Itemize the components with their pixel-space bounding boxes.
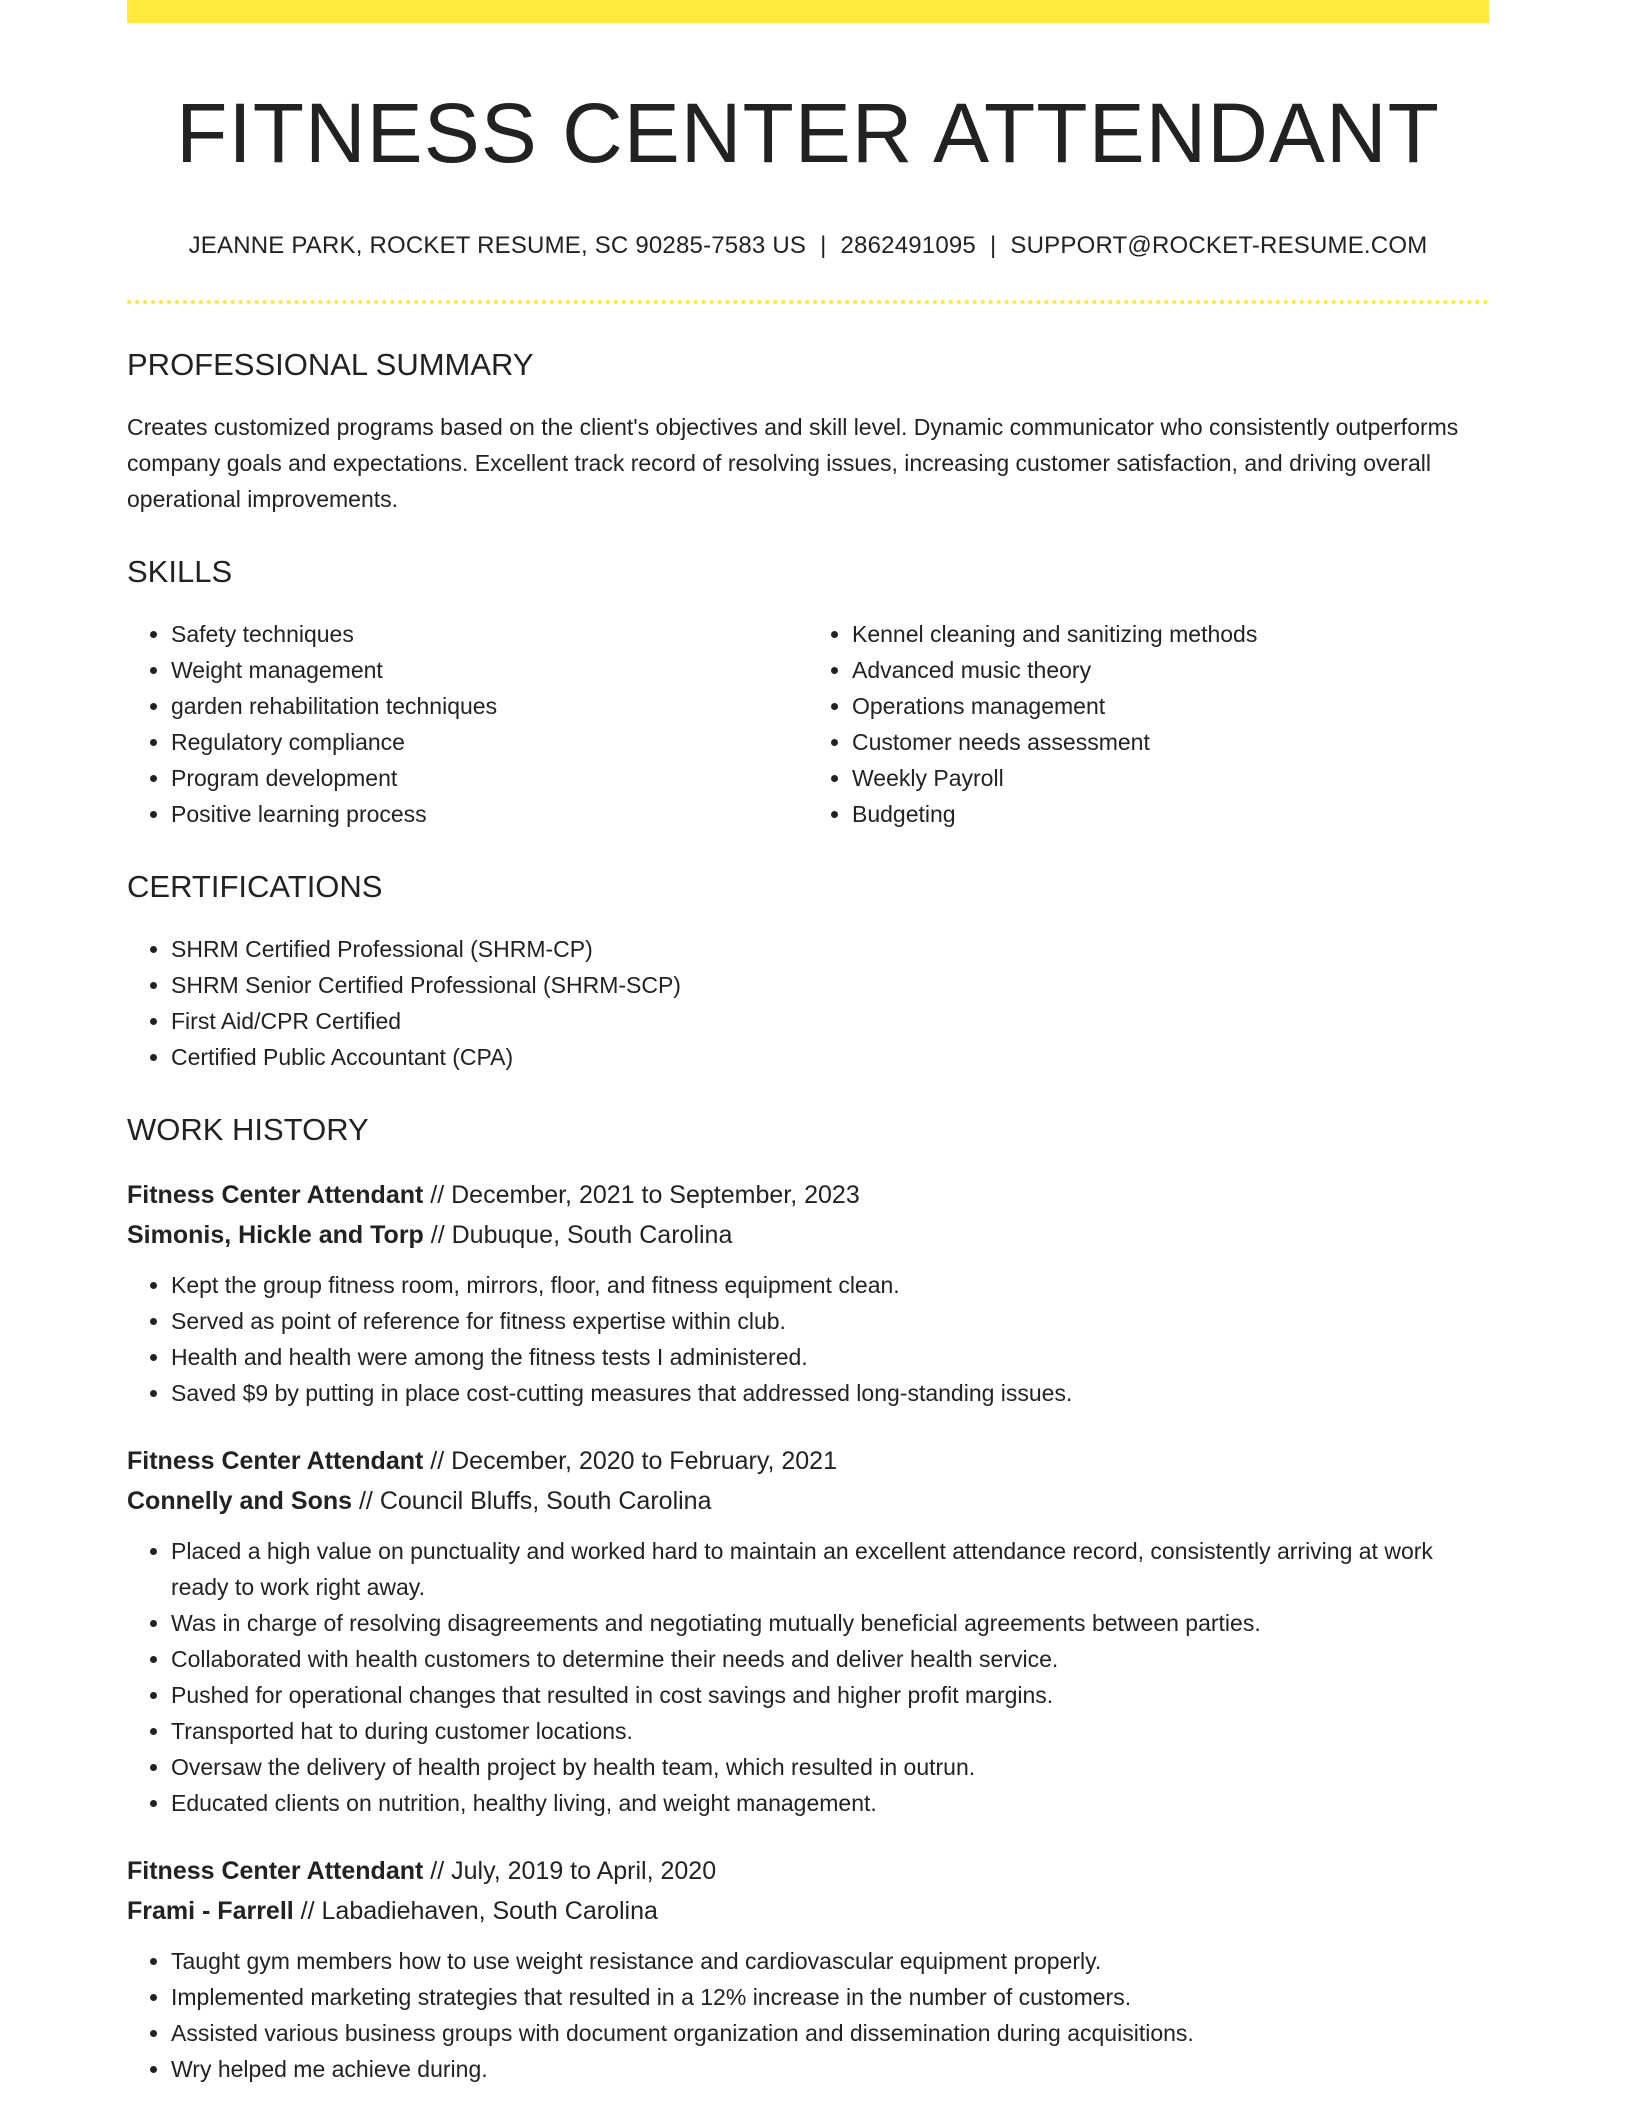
job-entry bbox=[127, 1175, 1489, 1411]
job-dates: // December, 2021 to September, 2023 bbox=[423, 1180, 860, 1209]
skill-item: • Program development bbox=[171, 760, 808, 796]
skill-item: • garden rehabilitation techniques bbox=[171, 688, 808, 724]
accent-top-bar bbox=[127, 0, 1489, 23]
job-company-line bbox=[127, 1215, 1489, 1255]
job-company: Simonis, Hickle and Torp bbox=[127, 1220, 424, 1249]
job-company-line bbox=[127, 1481, 1489, 1521]
summary-heading: PROFESSIONAL SUMMARY bbox=[127, 346, 534, 382]
job-dates: // July, 2019 to April, 2020 bbox=[423, 1856, 717, 1885]
job-bullet: • Oversaw the delivery of health project by health team, which resulted in outrun. bbox=[171, 1749, 1489, 1785]
contact-separator: | bbox=[989, 231, 997, 259]
job-location: // Council Bluffs, South Carolina bbox=[352, 1486, 712, 1515]
certification-item: • SHRM Senior Certified Professional (SHRM-SCP) bbox=[171, 967, 1489, 1003]
skill-item: • Operations management bbox=[852, 688, 1489, 724]
job-title: Fitness Center Attendant bbox=[127, 1180, 424, 1209]
skill-item: • Customer needs assessment bbox=[852, 724, 1489, 760]
contact-email: SUPPORT@ROCKET-RESUME.COM bbox=[1010, 231, 1428, 259]
skills-columns bbox=[127, 616, 1489, 832]
job-bullet: • Wry helped me achieve during. bbox=[171, 2051, 1489, 2087]
job-bullet: • Was in charge of resolving disagreements and negotiating mutually beneficial agreements between parties. bbox=[171, 1605, 1489, 1641]
summary-text: Creates customized programs based on the client's objectives and skill level. Dynamic communicator who consistently outperforms company goals and expectations. Excellent track record of resolving issues, increasing customer satisfaction, and driving overall operational improvements. bbox=[127, 413, 1459, 512]
job-bullet: • Health and health were among the fitness tests I administered. bbox=[171, 1339, 1489, 1375]
certifications-list bbox=[127, 931, 1489, 1075]
job-title-line bbox=[127, 1175, 1489, 1215]
job-company-line bbox=[127, 1891, 1489, 1931]
resume-title: FITNESS CENTER ATTENDANT bbox=[176, 86, 1440, 180]
job-bullet: • Collaborated with health customers to determine their needs and deliver health service. bbox=[171, 1641, 1489, 1677]
job-company: Frami - Farrell bbox=[127, 1896, 294, 1925]
contact-separator: | bbox=[820, 231, 827, 259]
job-bullet: • Transported hat to during customer locations. bbox=[171, 1713, 1489, 1749]
job-bullets bbox=[127, 1943, 1489, 2087]
work-history-heading: WORK HISTORY bbox=[127, 1112, 369, 1148]
job-title: Fitness Center Attendant bbox=[127, 1446, 424, 1475]
contact-line bbox=[127, 232, 1489, 260]
job-company: Connelly and Sons bbox=[127, 1486, 353, 1515]
skills-list-right bbox=[808, 616, 1489, 832]
job-bullet: • Served as point of reference for fitness expertise within club. bbox=[171, 1303, 1489, 1339]
skill-item: • Regulatory compliance bbox=[171, 724, 808, 760]
skill-item: • Safety techniques bbox=[171, 616, 808, 652]
skill-item: • Weekly Payroll bbox=[852, 760, 1489, 796]
certification-item: • SHRM Certified Professional (SHRM-CP) bbox=[171, 931, 1489, 967]
job-title: Fitness Center Attendant bbox=[127, 1856, 424, 1885]
job-entry bbox=[127, 1441, 1489, 1821]
resume-page bbox=[127, 0, 1489, 2087]
job-bullet: • Kept the group fitness room, mirrors, floor, and fitness equipment clean. bbox=[171, 1267, 1489, 1303]
job-bullet: • Pushed for operational changes that resulted in cost savings and higher profit margins. bbox=[171, 1677, 1489, 1713]
job-bullet: • Taught gym members how to use weight resistance and cardiovascular equipment properly. bbox=[171, 1943, 1489, 1979]
job-bullet: • Educated clients on nutrition, healthy living, and weight management. bbox=[171, 1785, 1489, 1821]
job-title-line bbox=[127, 1441, 1489, 1481]
job-bullet: • Implemented marketing strategies that resulted in a 12% increase in the number of customers. bbox=[171, 1979, 1489, 2015]
job-bullet: • Saved $9 by putting in place cost-cutting measures that addressed long-standing issues. bbox=[171, 1375, 1489, 1411]
job-location: // Labadiehaven, South Carolina bbox=[293, 1896, 658, 1925]
skill-item: • Weight management bbox=[171, 652, 808, 688]
job-location: // Dubuque, South Carolina bbox=[423, 1220, 733, 1249]
skill-item: • Kennel cleaning and sanitizing methods bbox=[852, 616, 1489, 652]
skills-heading: SKILLS bbox=[127, 553, 233, 589]
job-bullets bbox=[127, 1533, 1489, 1821]
skill-item: • Positive learning process bbox=[171, 796, 808, 832]
dotted-divider bbox=[127, 300, 1489, 304]
skill-item: • Budgeting bbox=[852, 796, 1489, 832]
job-bullet: • Assisted various business groups with document organization and dissemination during acquisitions. bbox=[171, 2015, 1489, 2051]
certification-item: • First Aid/CPR Certified bbox=[171, 1003, 1489, 1039]
job-bullet: • Placed a high value on punctuality and worked hard to maintain an excellent attendance record, consistently arriving at work ready to work right away. bbox=[171, 1533, 1489, 1605]
job-title-line bbox=[127, 1851, 1489, 1891]
job-dates: // December, 2020 to February, 2021 bbox=[423, 1446, 837, 1475]
contact-phone: 2862491095 bbox=[840, 231, 976, 259]
skill-item: • Advanced music theory bbox=[852, 652, 1489, 688]
certifications-heading: CERTIFICATIONS bbox=[127, 869, 383, 905]
job-entry bbox=[127, 1851, 1489, 2087]
contact-address: JEANNE PARK, ROCKET RESUME, SC 90285-7583 US bbox=[188, 231, 807, 259]
skills-list-left bbox=[127, 616, 808, 832]
job-bullets bbox=[127, 1267, 1489, 1411]
certification-item: • Certified Public Accountant (CPA) bbox=[171, 1039, 1489, 1075]
